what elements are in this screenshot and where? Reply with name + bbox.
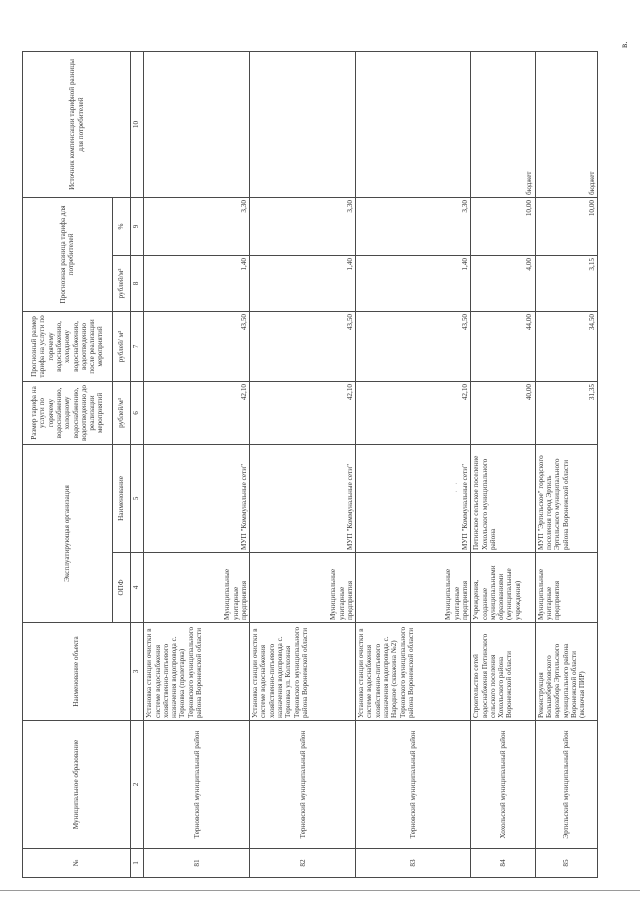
row-tariff: 42,10 <box>250 381 356 444</box>
row-forecast: 44,00 <box>471 311 535 381</box>
table-row <box>471 51 535 877</box>
row-forecast: 43,50 <box>144 311 250 381</box>
table-row <box>250 51 356 877</box>
page-mark: в. <box>619 41 629 48</box>
col-number: 3 <box>131 623 144 721</box>
header-source: Источник компенсации тарифной разницы для потребителей <box>23 51 131 197</box>
row-object: Установка станции очистки в системе водоснабжения хозяйственно-питьевого назначения водопровода с. Терновка ул. Колхозная Терновского муниципального района Воронежской области <box>250 623 356 721</box>
row-municipality: Хохольский муниципальный район <box>471 721 535 849</box>
row-diff: 1,40 <box>250 255 356 311</box>
header-forecast: Прогнозный размер тарифа на услуги по горячему водоснабжению, холодному водоснабжению, водоотведению после реализации мероприятий <box>23 311 113 381</box>
row-tariff: 31,35 <box>535 381 597 444</box>
header-unit-forecast: рублей/ м³ <box>112 311 130 381</box>
row-tariff: 40,00 <box>471 381 535 444</box>
header-row-1 <box>23 51 113 877</box>
row-forecast: 43,50 <box>356 311 471 381</box>
row-forecast: 43,50 <box>250 311 356 381</box>
row-num: 85 <box>535 849 597 878</box>
tariff-table <box>22 51 598 878</box>
col-number: 9 <box>131 197 144 255</box>
header-org-name: Наименование <box>112 444 130 552</box>
row-municipality: Терновский муниципальный район <box>356 721 471 849</box>
header-object: Наименование объекта <box>23 623 131 721</box>
col-number: 4 <box>131 553 144 623</box>
scan-edge-line <box>0 890 640 891</box>
row-opf: Муниципальные унитарные предприятия <box>356 553 471 623</box>
header-unit-diff: рублей/м³ <box>112 255 130 311</box>
row-org-name: Петинское сельское поселение Хохольского муниципального района <box>471 444 535 552</box>
header-unit-tariff: рублей/м³ <box>112 381 130 444</box>
row-diff: 1,40 <box>144 255 250 311</box>
row-source <box>250 51 356 197</box>
row-pct: 3,30 <box>250 197 356 255</box>
row-opf: Муниципальные унитарные предприятия <box>535 553 597 623</box>
row-municipality: Терновский муниципальный район <box>144 721 250 849</box>
row-tariff: 42,10 <box>356 381 471 444</box>
col-number: 5 <box>131 444 144 552</box>
row-object: Установка станции очистки в системе водоснабжения хозяйственно-питьевого назначения водопровода с. Терновка (пролетарка) Терновского муниципального района Воронежской области <box>144 623 250 721</box>
row-opf: Муниципальные унитарные предприятия <box>144 553 250 623</box>
header-municipality: Муниципальное образование <box>23 721 131 849</box>
table-row <box>144 51 250 877</box>
row-object: Строительство сетей водоснабжения Петинского сельского поселения Хохольского района Воронежской области <box>471 623 535 721</box>
row-object: Реконструкция Большеберёзовского водозабора Эртильского муниципального района Воронежской области (включая ПИР) <box>535 623 597 721</box>
rotated-table-sheet <box>22 52 598 878</box>
row-forecast: 34,50 <box>535 311 597 381</box>
row-pct: 3,30 <box>356 197 471 255</box>
row-tariff: 42,10 <box>144 381 250 444</box>
row-num: 81 <box>144 849 250 878</box>
col-number: 8 <box>131 255 144 311</box>
row-source: бюджет <box>471 51 535 197</box>
row-pct: 10,00 <box>535 197 597 255</box>
header-org: Эксплуатирующая организация <box>23 444 113 622</box>
row-org-name: МУП "Коммунальные сети" <box>356 444 471 552</box>
col-number: 1 <box>131 849 144 878</box>
row-num: 83 <box>356 849 471 878</box>
table-row <box>356 51 471 877</box>
col-number: 2 <box>131 721 144 849</box>
row-pct: 3,30 <box>144 197 250 255</box>
row-org-name: МУП "Коммунальные сети" <box>250 444 356 552</box>
row-diff: 4,00 <box>471 255 535 311</box>
row-num: 82 <box>250 849 356 878</box>
header-unit-pct: % <box>112 197 130 255</box>
row-source <box>144 51 250 197</box>
column-number-row <box>131 51 144 877</box>
row-diff: 3,15 <box>535 255 597 311</box>
col-number: 6 <box>131 381 144 444</box>
row-source <box>356 51 471 197</box>
table-row <box>535 51 597 877</box>
header-tariff: Размер тарифа на услуги по горячему водоснабжению, холодному водоснабжению, водоотведению до реализации мероприятий <box>23 381 113 444</box>
row-municipality: Эртильский муниципальный район <box>535 721 597 849</box>
row-municipality: Терновский муниципальный район <box>250 721 356 849</box>
header-num: № <box>23 849 131 878</box>
row-object: Установка станции очистки в системе водоснабжения хозяйственно-питьевого назначения водопровода с. Народное (скважина №2) Терновского муниципального района Воронежской области <box>356 623 471 721</box>
header-diff: Прогнозная разница тарифа для потребителей <box>23 197 113 311</box>
col-number: 7 <box>131 311 144 381</box>
row-source: бюджет <box>535 51 597 197</box>
row-diff: 1,40 <box>356 255 471 311</box>
row-opf: Муниципальные унитарные предприятия <box>250 553 356 623</box>
row-pct: 10,00 <box>471 197 535 255</box>
col-number: 10 <box>131 51 144 197</box>
row-org-name: МУП "Коммунальные сети" <box>144 444 250 552</box>
row-num: 84 <box>471 849 535 878</box>
header-opf: ОПФ <box>112 553 130 623</box>
row-opf: Учреждения, созданные муниципальными образованиями (муниципальные учреждения) <box>471 553 535 623</box>
row-org-name: МУП "Эртильское" городского поселения город Эртиль Эртильского муниципального района Воронежской области <box>535 444 597 552</box>
scan-speckle: · · <box>455 480 458 496</box>
